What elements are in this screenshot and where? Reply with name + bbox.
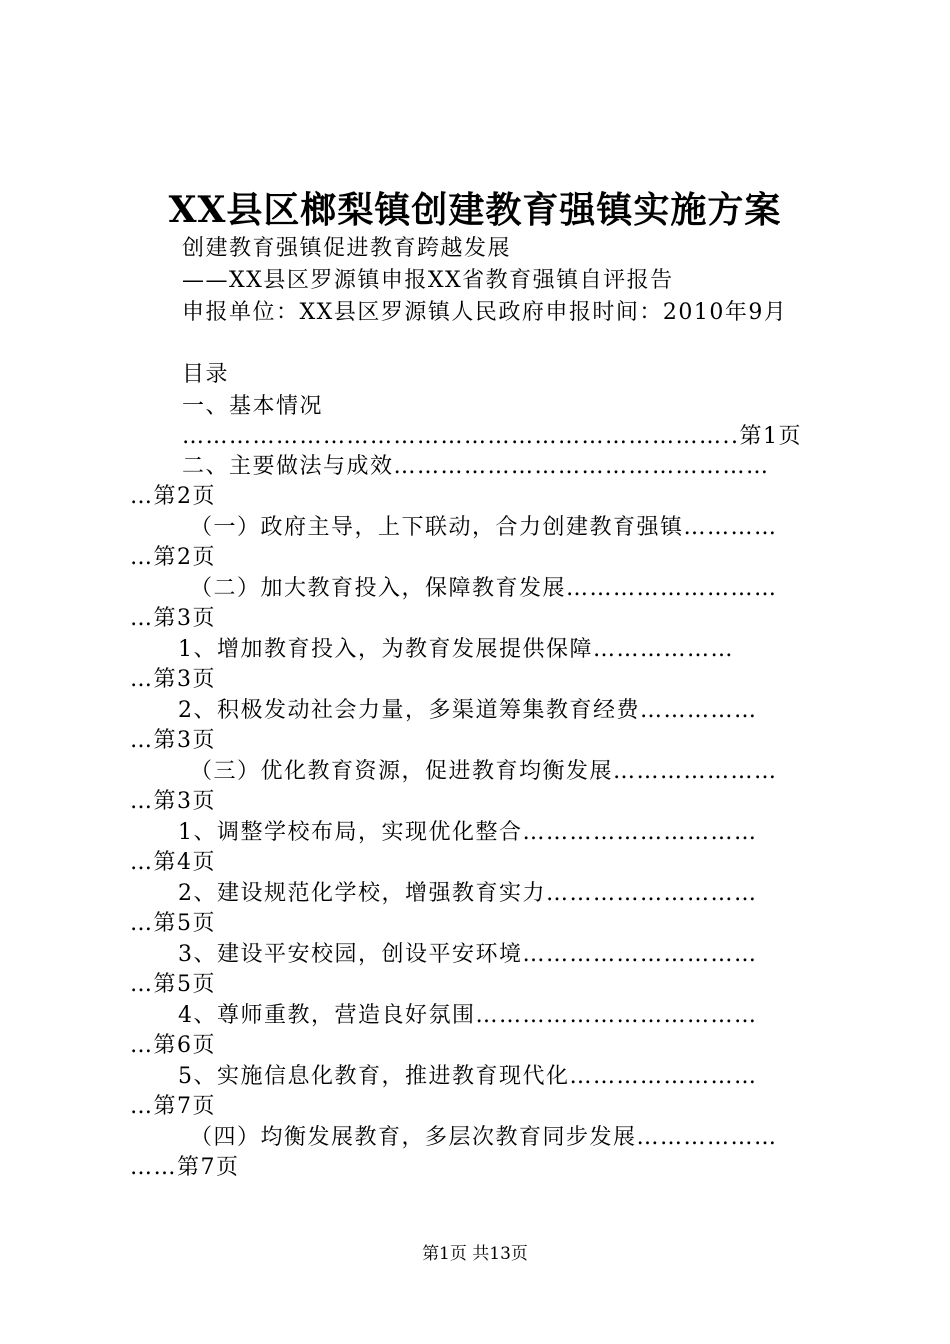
subtitle-line-2: ——XX县区罗源镇申报XX省教育强镇自评报告 — [182, 268, 674, 293]
toc-entry: 4、尊师重教，营造良好氛围……………………………… — [178, 1003, 758, 1028]
applicant-line: 申报单位：XX县区罗源镇人民政府申报时间：2010年9月 — [182, 300, 788, 325]
toc-entry-page: …第7页 — [130, 1094, 216, 1119]
toc-entry-page: …第6页 — [130, 1033, 216, 1058]
toc-entry-page: …第3页 — [130, 606, 216, 631]
toc-entry-page: …第5页 — [130, 972, 216, 997]
toc-entry-page: ……第7页 — [130, 1155, 240, 1180]
toc-entry-page: ……………………………………………………………..第1页 — [182, 424, 802, 449]
toc-entry: （四）均衡发展教育，多层次教育同步发展……………… — [190, 1125, 778, 1150]
toc-entry: 1、调整学校布局，实现优化整合………………………… — [178, 820, 758, 845]
toc-entry-page: …第2页 — [130, 545, 216, 570]
toc-entry: 2、积极发动社会力量，多渠道筹集教育经费…………… — [178, 698, 758, 723]
toc-entry: 3、建设平安校园，创设平安环境………………………… — [178, 942, 758, 967]
document-title: XX县区榔梨镇创建教育强镇实施方案 — [168, 189, 782, 231]
toc-entry-page: …第3页 — [130, 667, 216, 692]
toc-entry: （一）政府主导，上下联动，合力创建教育强镇………… — [190, 515, 778, 540]
toc-entry-page: …第5页 — [130, 911, 216, 936]
toc-entry: 5、实施信息化教育，推进教育现代化…………………… — [178, 1064, 758, 1089]
toc-entry: （二）加大教育投入，保障教育发展……………………… — [190, 576, 778, 601]
toc-entry-page: …第2页 — [130, 484, 216, 509]
toc-entry-page: …第4页 — [130, 850, 216, 875]
toc-entry-page: …第3页 — [130, 789, 216, 814]
subtitle-line-1: 创建教育强镇促进教育跨越发展 — [182, 236, 512, 261]
toc-entry: 2、建设规范化学校，增强教育实力……………………… — [178, 881, 758, 906]
toc-entry: （三）优化教育资源，促进教育均衡发展………………… — [190, 759, 778, 784]
toc-entry: 二、主要做法与成效………………………………………… — [182, 454, 770, 479]
toc-heading: 目录 — [182, 362, 230, 387]
toc-entry: 一、基本情况 — [182, 394, 324, 419]
page-footer: 第1页 共13页 — [422, 1244, 528, 1264]
toc-entry-page: …第3页 — [130, 728, 216, 753]
toc-entry: 1、增加教育投入，为教育发展提供保障……………… — [178, 637, 734, 662]
